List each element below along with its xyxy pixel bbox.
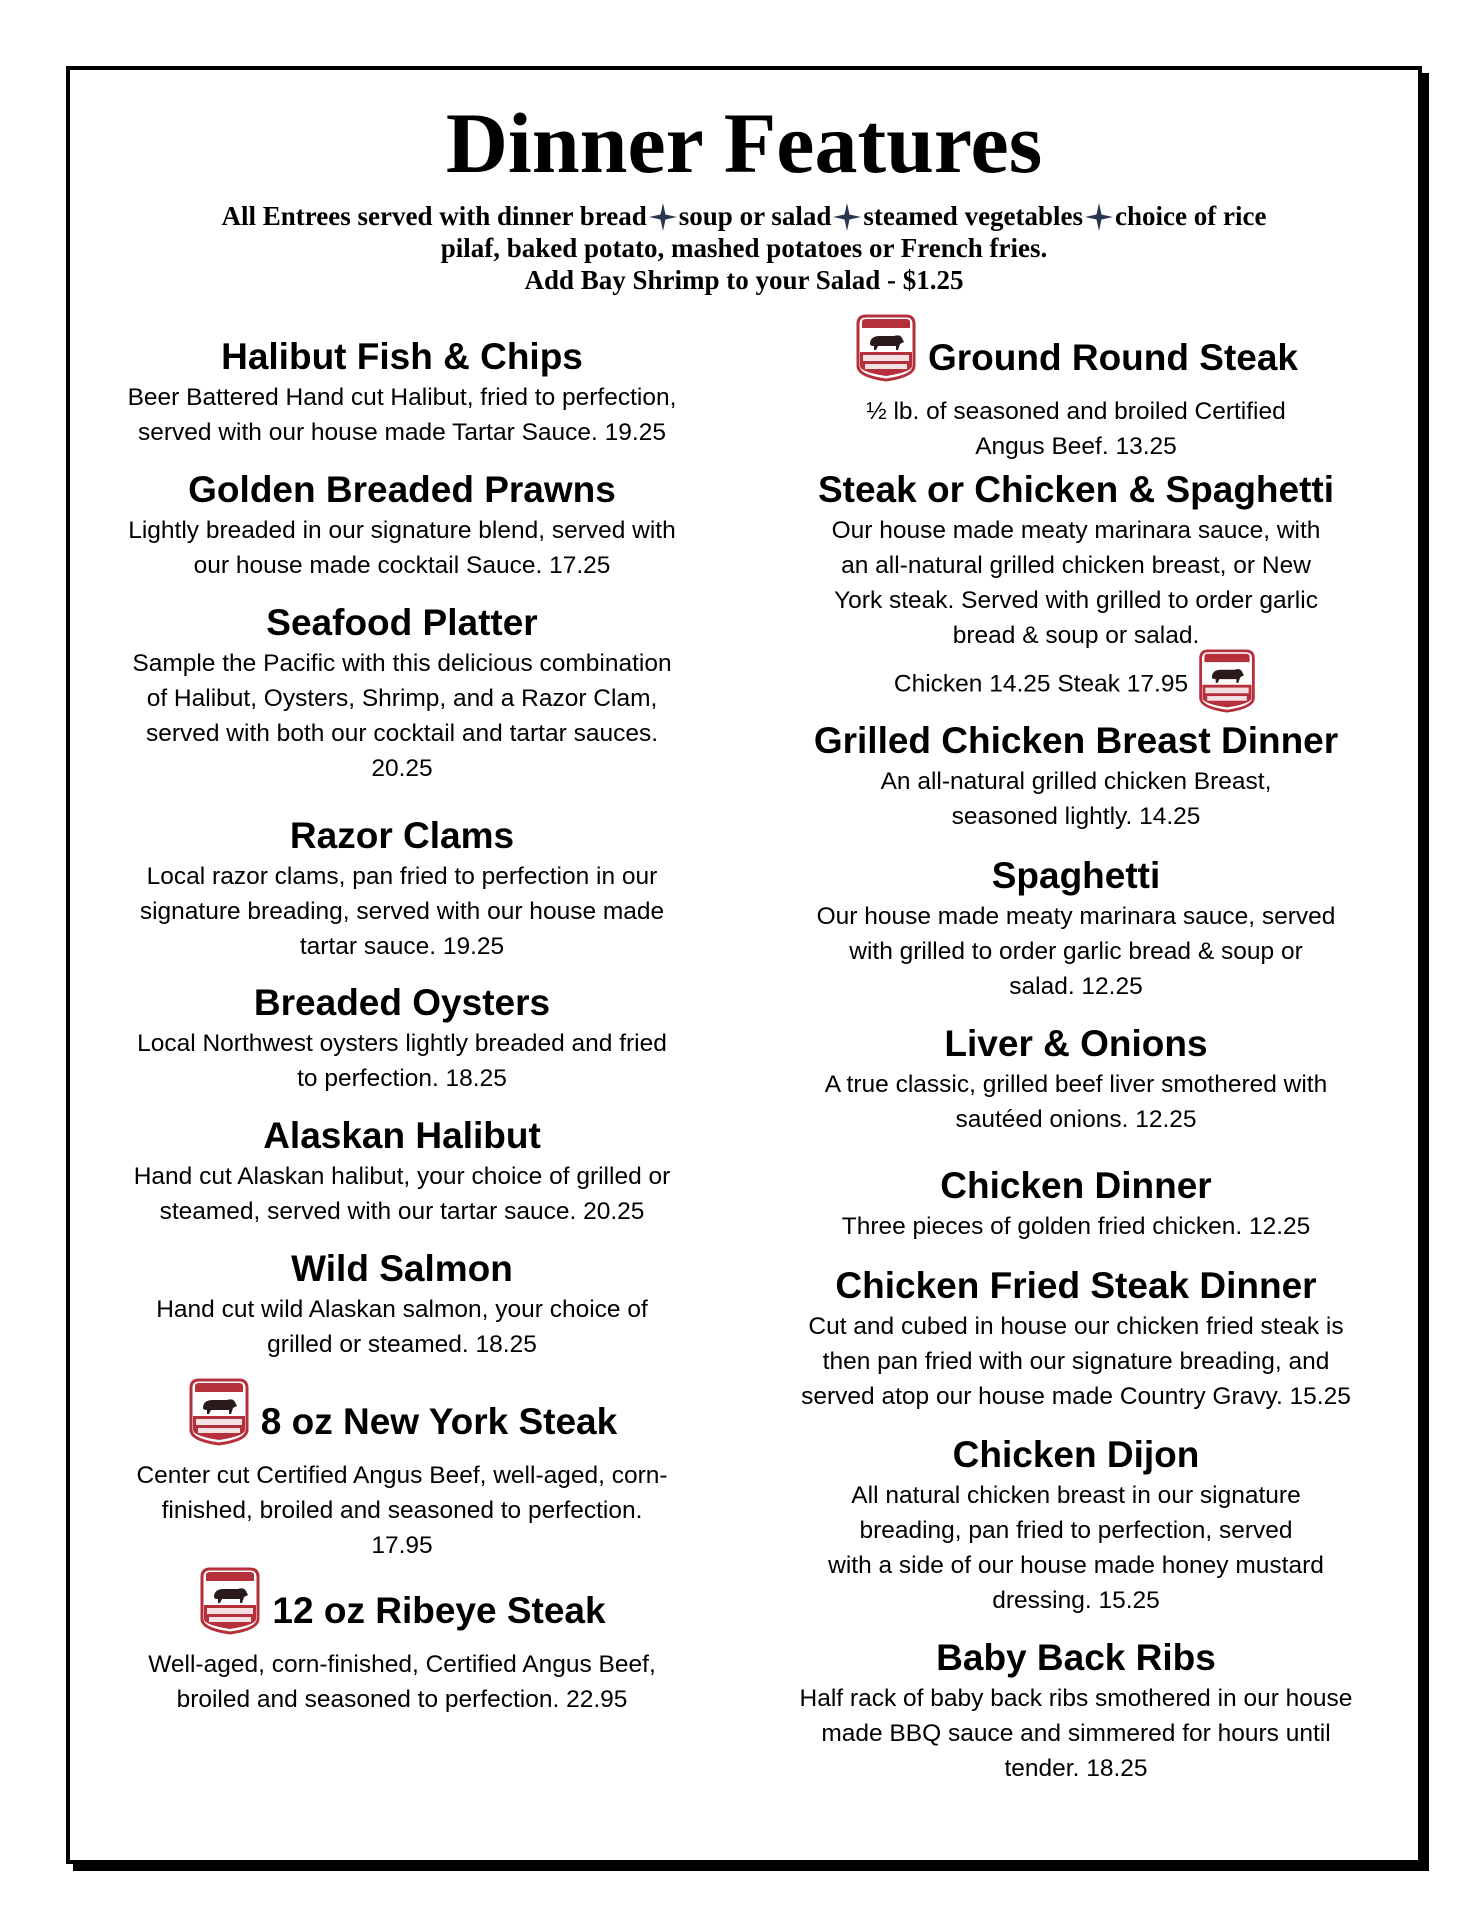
item-desc: Well-aged, corn-finished, Certified Angus Beef, [148,1651,656,1678]
certified-angus-beef-logo [854,314,918,382]
star-icon [833,203,861,231]
item-desc: Our house made meaty marinara sauce, with [831,517,1321,544]
menu-item [734,326,1418,464]
item-name: Golden Breaded Prawns [188,469,616,510]
item-desc: broiled and seasoned to perfection. 22.95 [176,1686,628,1713]
item-name: Ground Round Steak [734,326,1418,394]
item-name: Seafood Platter [266,602,538,643]
item-name: Chicken Fried Steak Dinner [835,1265,1317,1306]
item-name: Spaghetti [991,855,1161,896]
item-desc: Cut and cubed in house our chicken fried steak is [808,1313,1344,1340]
item-desc: served with both our cocktail and tartar sauces. [145,720,659,747]
item-desc: seasoned lightly. 14.25 [951,803,1201,830]
menu-item [734,467,1418,717]
certified-angus-beef-logo [198,1567,262,1635]
menu-item [70,1390,734,1563]
item-desc: Local Northwest oysters lightly breaded and fried [137,1030,667,1057]
item-desc: An all-natural grilled chicken Breast, [880,768,1272,795]
item-desc: Lightly breaded in our signature blend, served with [128,517,676,544]
item-desc: served with our house made Tartar Sauce. 19.25 [138,419,666,446]
item-desc: Chicken 14.25 Steak 17.95 [734,653,1418,717]
item-desc: ½ lb. of seasoned and broiled Certified [866,398,1286,425]
menu-item [70,600,734,786]
star-icon [649,203,677,231]
menu-item [734,1635,1418,1786]
item-desc: to perfection. 18.25 [297,1065,507,1092]
menu-item [70,467,734,583]
item-desc: Angus Beef. 13.25 [975,433,1177,460]
entree-note-line-2: pilaf, baked potato, mashed potatoes or French fries. [440,233,1048,263]
menu-item [734,853,1418,1004]
menu-item [70,980,734,1096]
item-desc: Hand cut wild Alaskan salmon, your choice of [156,1296,648,1323]
item-desc: with a side of our house made honey mustard [828,1552,1324,1579]
item-desc: salad. 12.25 [1009,973,1143,1000]
item-name: Liver & Onions [944,1023,1208,1064]
item-desc: bread & soup or salad. [952,622,1200,649]
entree-note [70,200,1418,296]
item-name: Breaded Oysters [253,982,551,1023]
item-desc: Half rack of baby back ribs smothered in our house [799,1685,1353,1712]
item-desc: A true classic, grilled beef liver smothered with [824,1071,1328,1098]
item-desc: tender. 18.25 [1004,1755,1148,1782]
item-desc: sautéed onions. 12.25 [955,1106,1197,1133]
item-name: Grilled Chicken Breast Dinner [813,720,1339,761]
item-name: Baby Back Ribs [936,1637,1216,1678]
item-desc: Beer Battered Hand cut Halibut, fried to perfection, [127,384,677,411]
item-desc: Our house made meaty marinara sauce, served [816,903,1336,930]
page-title: Dinner Features [445,95,1043,191]
item-desc: Three pieces of golden fried chicken. 12.25 [841,1213,1311,1240]
item-desc: finished, broiled and seasoned to perfection. [161,1497,643,1524]
item-desc: Local razor clams, pan fried to perfection in our [146,863,658,890]
item-desc: All natural chicken breast in our signature [851,1482,1301,1509]
shrimp-addon-note: Add Bay Shrimp to your Salad - $1.25 [524,265,964,295]
item-name: Wild Salmon [291,1248,513,1289]
menu-item [734,1263,1418,1414]
item-desc: with grilled to order garlic bread & soup or [849,938,1303,965]
menu-item [734,718,1418,834]
item-desc: tartar sauce. 19.25 [299,933,505,960]
menu-item [70,1579,734,1717]
menu-item [70,334,734,450]
item-name: Chicken Dinner [940,1165,1212,1206]
item-name: Alaskan Halibut [263,1115,541,1156]
item-name: Steak or Chicken & Spaghetti [817,469,1335,510]
item-desc: then pan fried with our signature breading, and [822,1348,1330,1375]
certified-angus-beef-logo [187,1378,251,1446]
menu-frame [66,66,1422,1864]
item-name: 8 oz New York Steak [70,1390,734,1458]
item-desc: grilled or steamed. 18.25 [267,1331,537,1358]
menu-item [70,1246,734,1362]
item-name: Halibut Fish & Chips [221,336,583,377]
item-desc: made BBQ sauce and simmered for hours until [821,1720,1331,1747]
menu-item [70,813,734,964]
item-name: Razor Clams [289,815,515,856]
item-desc: Hand cut Alaskan halibut, your choice of grilled or [133,1163,671,1190]
item-desc: 17.95 [371,1532,433,1559]
star-icon [1085,203,1113,231]
item-desc: dressing. 15.25 [992,1587,1160,1614]
item-desc: 20.25 [371,755,433,782]
item-desc: breading, pan fried to perfection, served [859,1517,1293,1544]
item-name: Chicken Dijon [952,1434,1200,1475]
item-name: 12 oz Ribeye Steak [70,1579,734,1647]
menu-item [70,1113,734,1229]
item-desc: signature breading, served with our house made [139,898,665,925]
item-desc: an all-natural grilled chicken breast, or New [841,552,1311,579]
menu-item [734,1021,1418,1137]
item-desc: Center cut Certified Angus Beef, well-aged, corn- [136,1462,668,1489]
item-desc: served atop our house made Country Gravy. 15.25 [801,1383,1351,1410]
item-desc: Sample the Pacific with this delicious combination [132,650,672,677]
item-desc: steamed, served with our tartar sauce. 20.25 [159,1198,645,1225]
certified-angus-beef-logo [1196,649,1258,713]
item-desc: York steak. Served with grilled to order garlic [834,587,1318,614]
entree-note-line-1: All Entrees served with dinner bread soup or salad steamed vegetables choice of rice [221,201,1267,231]
item-desc: our house made cocktail Sauce. 17.25 [193,552,611,579]
menu-item [734,1163,1418,1244]
item-desc: of Halibut, Oysters, Shrimp, and a Razor Clam, [146,685,658,712]
menu-item [734,1432,1418,1618]
